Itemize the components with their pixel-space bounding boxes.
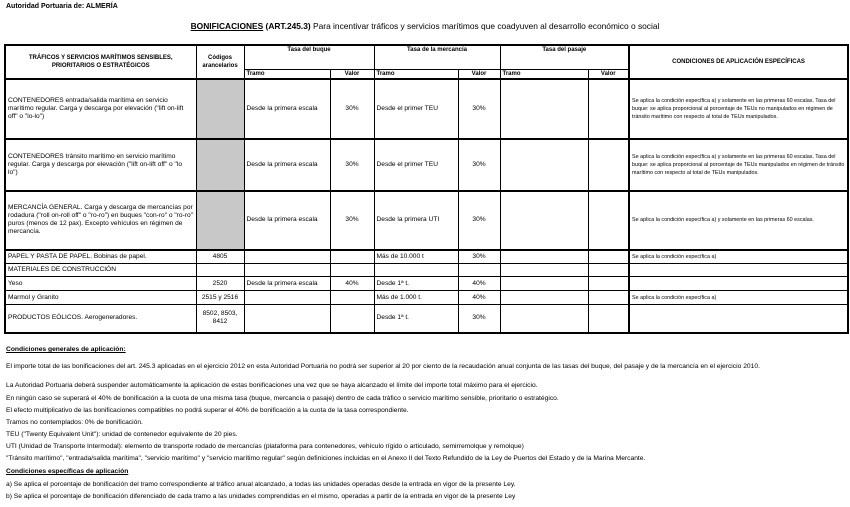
- note-line: TEU ("Twenty Equivalent Unit"): unidad de contenedor equivalente de 20 pies.: [6, 431, 238, 438]
- cell-trafico: PRODUCTOS EÓLICOS. Aerogeneradores.: [5, 305, 196, 333]
- cell-condiciones: Se aplica la condición específica a) y solamente en las primeras 60 escalas.: [629, 191, 848, 250]
- cell-condiciones: [629, 264, 848, 277]
- cell-merc-valor: 30%: [458, 305, 500, 333]
- note-line: La Autoridad Portuaria deberá suspender automáticamente la aplicación de estas bonificaciones una vez que se haya alcanzado el límite del importe total máximo para el ejercicio.: [6, 382, 538, 389]
- cell-buque-valor: [330, 250, 374, 264]
- cell-merc-valor: 30%: [458, 191, 500, 250]
- cell-trafico: PAPEL Y PASTA DE PAPEL. Bobinas de papel.: [5, 250, 196, 264]
- title-article: (ART.245.3): [265, 21, 311, 31]
- cell-codigos: [196, 139, 244, 191]
- cell-condiciones: [629, 277, 848, 291]
- cell-pasaje-tramo: [500, 79, 588, 139]
- bonifications-table: [4, 44, 849, 334]
- cell-merc-valor: [458, 264, 500, 277]
- table-row: [5, 79, 848, 139]
- cell-condiciones: Se aplica la condición específica a) y solamente en las primeras 60 escalas. Tasa del buque: se aplica proporcional al porcentaje de TEUs manipulados en régimen de tránsito marítimo con respecto al total de TEUs manipulados.: [629, 139, 848, 191]
- cell-merc-valor: 30%: [458, 79, 500, 139]
- note-line: UTI (Unidad de Transporte Intermodal): elemento de transporte rodado de mercancías (plataforma para contenedores, vehículo rígido o articulado, semirremolque y remolque): [6, 443, 524, 450]
- cell-buque-valor: 30%: [330, 139, 374, 191]
- cell-condiciones: Se aplica la condición específica a) y solamente en las primeras 60 escalas. Tasa del buque: se aplica proporcional al porcentaje de TEUs no manipulados en régimen de tránsito marítimo con respecto al total de TEUs manipulados.: [629, 79, 848, 139]
- cell-buque-valor: [330, 264, 374, 277]
- header-tramo: Tramo: [244, 69, 330, 79]
- table-row: [5, 139, 848, 191]
- cell-merc-tramo: Más de 10.000 t: [374, 250, 458, 264]
- cell-buque-tramo: Desde la primera escala: [244, 79, 330, 139]
- cell-merc-tramo: Más de 1.000 t.: [374, 291, 458, 305]
- header-tramo: Tramo: [374, 69, 458, 79]
- cell-merc-valor: 40%: [458, 291, 500, 305]
- cell-buque-tramo: [244, 250, 330, 264]
- cell-buque-valor: 30%: [330, 191, 374, 250]
- table-row: [5, 277, 848, 291]
- cell-buque-tramo: Desde la primera escala: [244, 191, 330, 250]
- cell-trafico: MERCANCÍA GENERAL. Carga y descarga de mercancías por rodadura ("roll on-roll off" o "ro-ro") en buques "con-ro" o "ro-ro" puros (menos de 12 pax). Excepto vehículos en régimen de mercancía.: [5, 191, 196, 250]
- cell-pasaje-valor: [588, 264, 629, 277]
- specific-conditions-heading: Condiciones específicas de aplicación: [6, 468, 129, 475]
- table-row: [5, 291, 848, 305]
- cell-buque-tramo: [244, 305, 330, 333]
- cell-condiciones: Se aplica la condición específica a): [629, 250, 848, 264]
- cell-buque-tramo: [244, 291, 330, 305]
- cell-codigos: 4805: [196, 250, 244, 264]
- cell-condiciones: Se aplica la condición específica a): [629, 291, 848, 305]
- header-tasa-pasaje: Tasa del pasaje: [500, 45, 629, 69]
- cell-pasaje-tramo: [500, 305, 588, 333]
- cell-pasaje-valor: [588, 291, 629, 305]
- header-condiciones: CONDICIONES DE APLICACIÓN ESPECÍFICAS: [629, 45, 848, 79]
- header-valor: Valor: [588, 69, 629, 79]
- cell-merc-tramo: Desde el primer TEU: [374, 79, 458, 139]
- cell-codigos: [196, 79, 244, 139]
- cell-condiciones: [629, 305, 848, 333]
- cell-merc-tramo: Desde la primera UTI: [374, 191, 458, 250]
- header-tasa-mercancia: Tasa de la mercancía: [374, 45, 500, 69]
- cell-merc-valor: 40%: [458, 277, 500, 291]
- table-row: [5, 305, 848, 333]
- cell-merc-valor: 30%: [458, 139, 500, 191]
- cell-pasaje-valor: [588, 277, 629, 291]
- port-authority-label: Autoridad Portuaria de: ALMERÍA: [6, 3, 118, 10]
- header-tramo: Tramo: [500, 69, 588, 79]
- cell-pasaje-valor: [588, 139, 629, 191]
- note-line: "Tránsito marítimo", "entrada/salida marítima", "servicio marítimo" y "servicio marítimo regular" según definiciones incluidas en el Anexo II del Texto Refundido de la Ley de Puertos del Estado y de la Marina Mercante.: [6, 455, 646, 462]
- cell-buque-valor: 30%: [330, 79, 374, 139]
- table-row: [5, 191, 848, 250]
- note-line: Tramos no contemplados: 0% de bonificación.: [6, 419, 143, 426]
- cell-buque-tramo: Desde la primera escala: [244, 139, 330, 191]
- cell-buque-tramo: [244, 264, 330, 277]
- cell-buque-tramo: Desde la primera escala: [244, 277, 330, 291]
- note-line: El importe total de las bonificaciones del art. 245.3 aplicadas en el ejercicio 2012 en esta Autoridad Portuaria no podrá ser superior al 20 por ciento de la recaudación anual conjunta de las tasas del buque, del pasaje y de la mercancía en el ejercicio 2010.: [6, 363, 760, 370]
- header-valor: Valor: [458, 69, 500, 79]
- specific-condition-line: a) Se aplica el porcentaje de bonificación del tramo correspondiente al tráfico anual alcanzado, a todas las unidades operadas desde la entrada en vigor de la presente Ley.: [6, 481, 516, 488]
- cell-merc-tramo: Desde 1ª t.: [374, 305, 458, 333]
- header-codigos: Códigos arancelarios: [196, 45, 244, 79]
- cell-trafico: CONTENEDORES entrada/salida marítima en servicio marítimo regular. Carga y descarga por elevación ("lift on-lift off" o "lo-lo"): [5, 79, 196, 139]
- cell-codigos: [196, 264, 244, 277]
- title-main: BONIFICACIONES: [190, 21, 264, 31]
- cell-merc-tramo: [374, 264, 458, 277]
- cell-pasaje-valor: [588, 305, 629, 333]
- note-line: En ningún caso se superará el 40% de bonificación a la cuota de una misma tasa (buque, mercancía o pasaje) dentro de cada tráfico o servicio marítimo sensible, prioritario o estratégico.: [6, 395, 559, 402]
- header-valor: Valor: [330, 69, 374, 79]
- cell-trafico: CONTENEDORES tránsito marítimo en servicio marítimo regular. Carga y descarga por elevación ("lift on-lift off" o "lo lo"): [5, 139, 196, 191]
- cell-merc-tramo: Desde 1ª t.: [374, 277, 458, 291]
- table-row: [5, 250, 848, 264]
- cell-codigos: 8502, 8503, 8412: [196, 305, 244, 333]
- cell-buque-valor: [330, 305, 374, 333]
- header-trafico: TRÁFICOS Y SERVICIOS MARÍTIMOS SENSIBLES, PRIORITARIOS O ESTRATÉGICOS: [5, 45, 196, 79]
- cell-merc-valor: 30%: [458, 250, 500, 264]
- cell-pasaje-tramo: [500, 191, 588, 250]
- specific-condition-line: b) Se aplica el porcentaje de bonificación diferenciado de cada tramo a las unidades comprendidas en el mismo, operadas a partir de la entrada en vigor de la presente Ley: [6, 493, 516, 500]
- cell-pasaje-valor: [588, 191, 629, 250]
- cell-buque-valor: [330, 291, 374, 305]
- cell-merc-tramo: Desde el primer TEU: [374, 139, 458, 191]
- cell-pasaje-valor: [588, 79, 629, 139]
- table-row: [5, 264, 848, 277]
- cell-pasaje-tramo: [500, 277, 588, 291]
- page-title: [0, 21, 850, 31]
- cell-buque-valor: 40%: [330, 277, 374, 291]
- cell-codigos: [196, 191, 244, 250]
- header-tasa-buque: Tasa del buque: [244, 45, 374, 69]
- cell-trafico: Yeso: [5, 277, 196, 291]
- cell-pasaje-tramo: [500, 264, 588, 277]
- cell-codigos: 2515 y 2516: [196, 291, 244, 305]
- cell-trafico: MATERIALES DE CONSTRUCCIÓN: [5, 264, 196, 277]
- general-conditions-heading: Condiciones generales de aplicación:: [6, 346, 126, 353]
- cell-pasaje-valor: [588, 250, 629, 264]
- cell-pasaje-tramo: [500, 291, 588, 305]
- title-description: Para incentivar tráficos y servicios marítimos que coadyuven al desarrollo económico o social: [313, 21, 660, 31]
- note-line: El efecto multiplicativo de las bonificaciones compatibles no podrá superar el 40% de bonificación a la cuota de la tasa correspondiente.: [6, 407, 409, 414]
- cell-trafico: Marmol y Granito: [5, 291, 196, 305]
- cell-pasaje-tramo: [500, 250, 588, 264]
- cell-codigos: 2520: [196, 277, 244, 291]
- cell-pasaje-tramo: [500, 139, 588, 191]
